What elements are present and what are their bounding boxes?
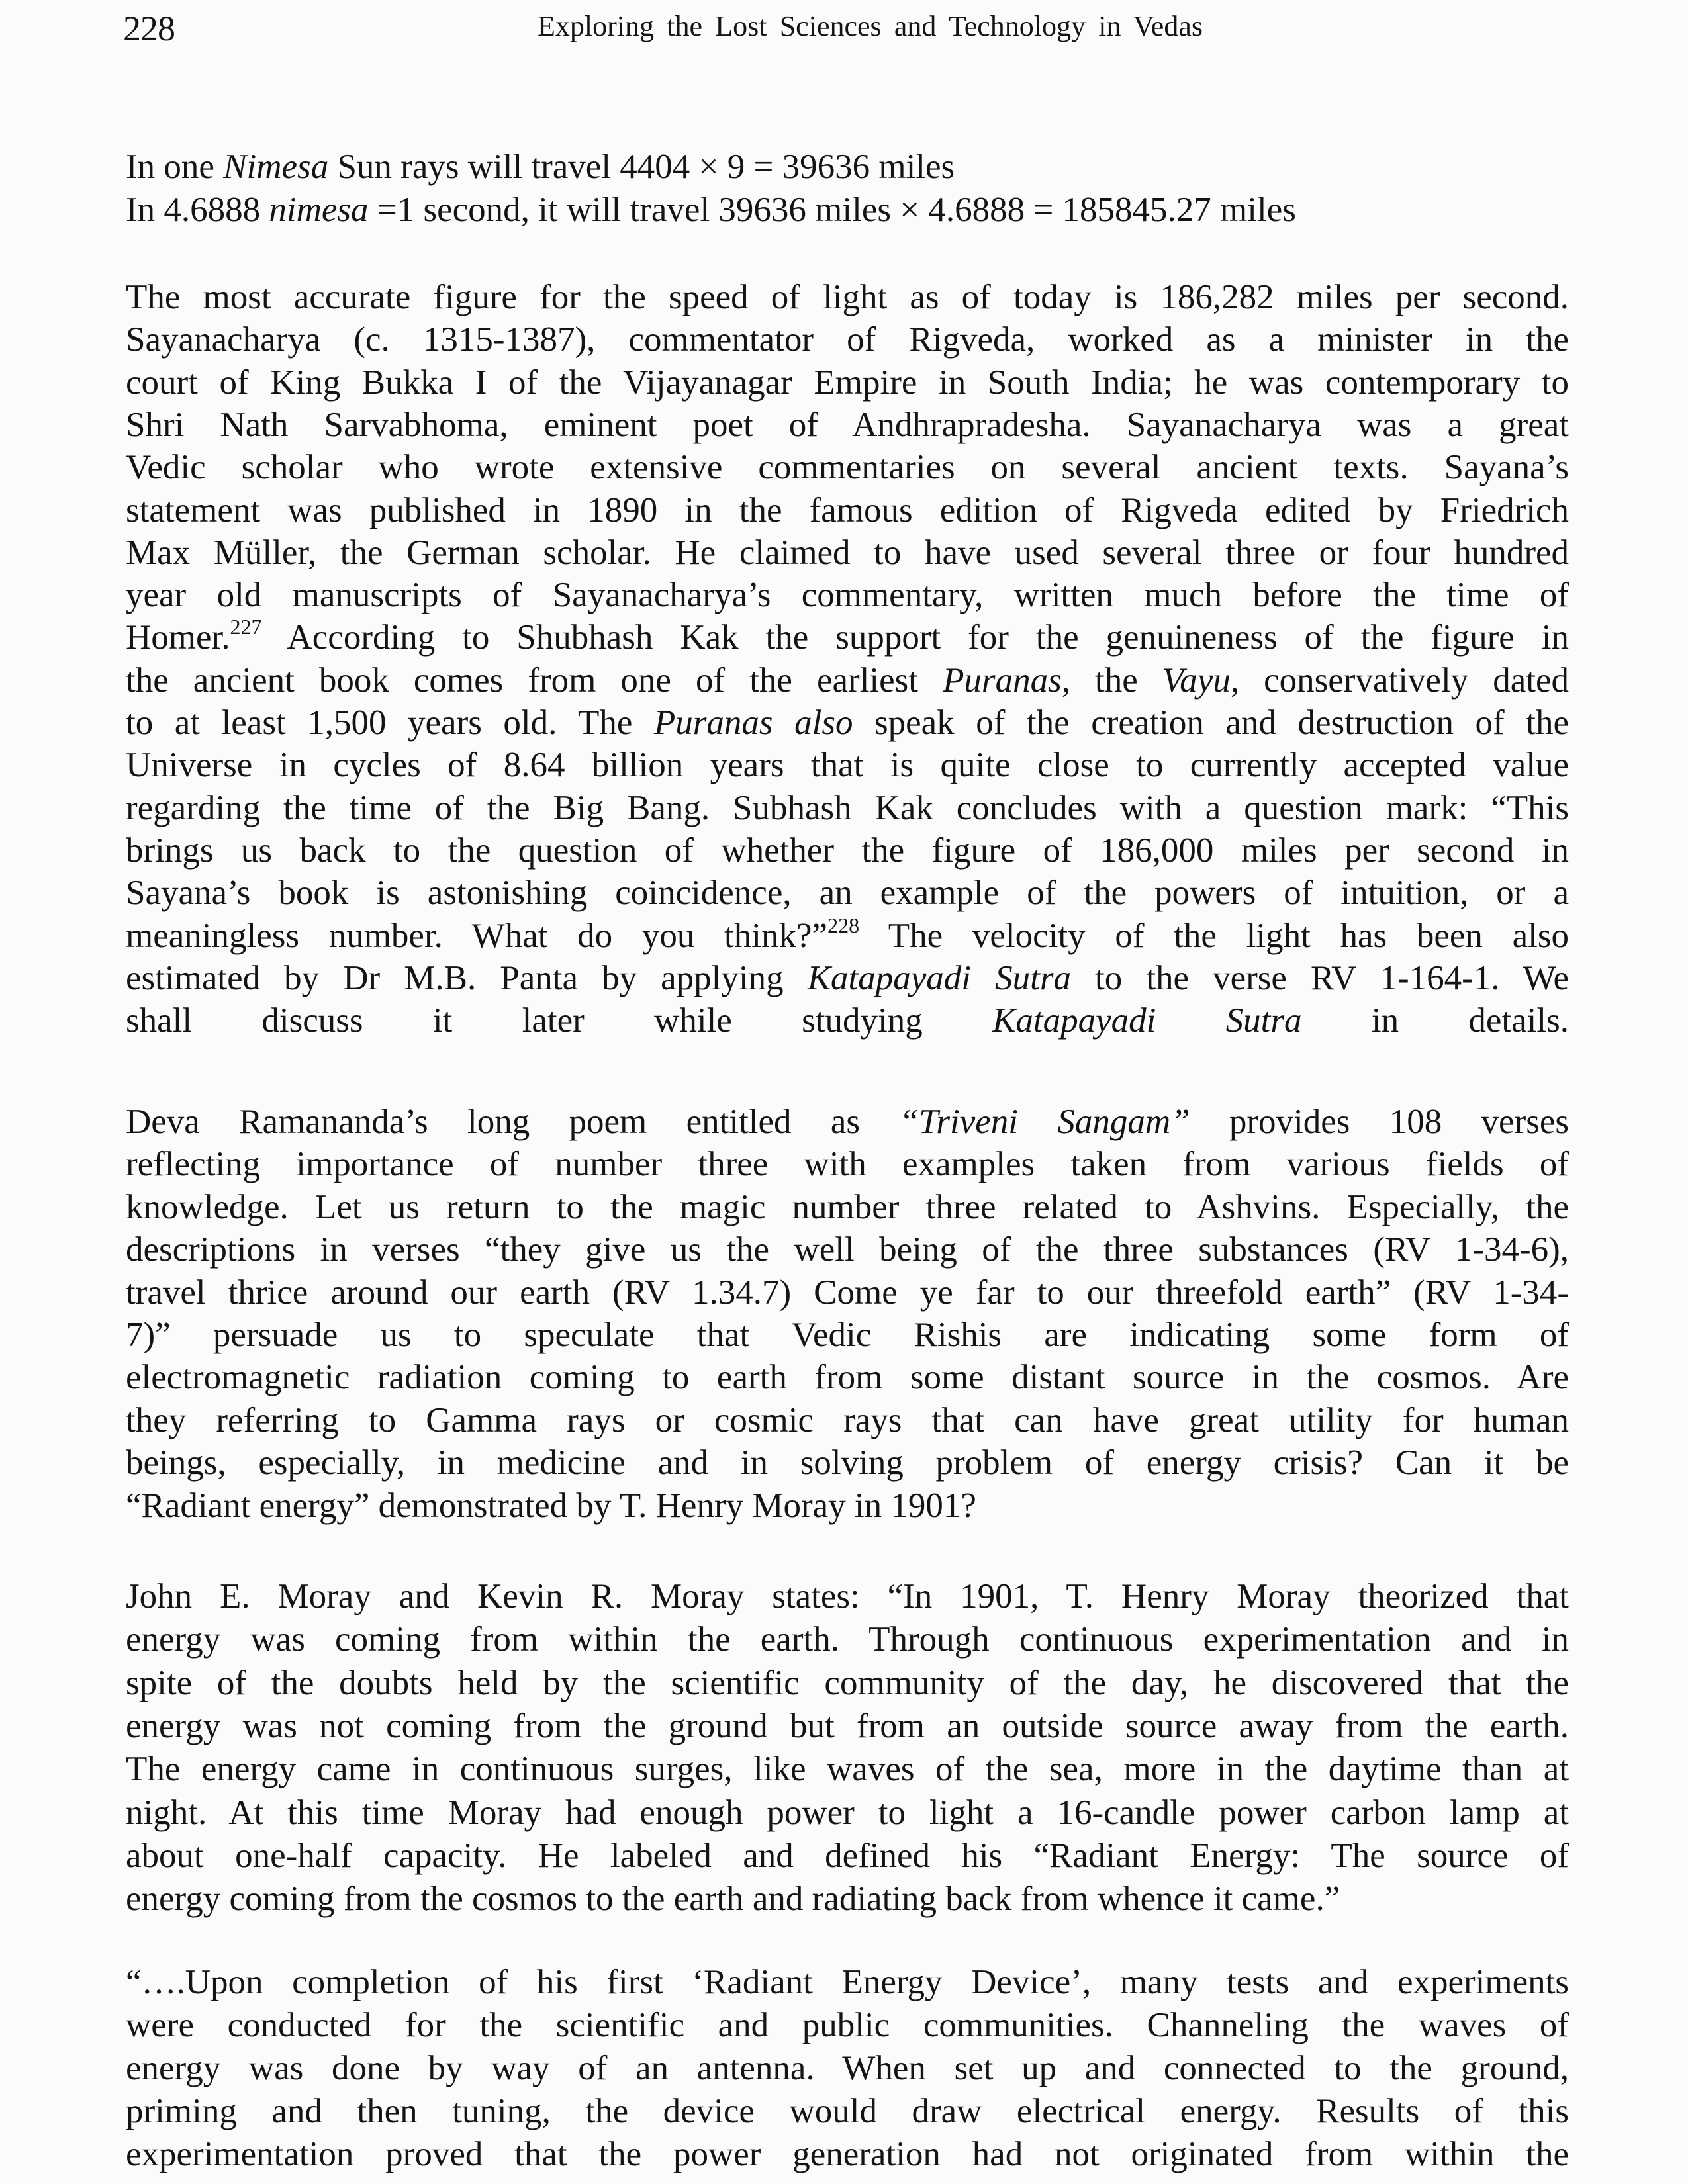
text-run: =1 second, it will travel 39636 miles × 4.6888 = 185845.27 miles: [368, 191, 1296, 229]
page-number: 228: [123, 9, 175, 48]
text-run: , conservatively dated: [1230, 660, 1569, 700]
text-line: [126, 2133, 1569, 2175]
italic-term: Nimesa: [223, 148, 329, 186]
text-run: Vedic scholar who wrote extensive commentaries on several ancient texts. Sayana’s: [126, 448, 1569, 487]
text-run: regarding the time of the Big Bang. Subhash Kak concludes with a question mark: “This: [126, 788, 1569, 827]
italic-term: Puranas also: [653, 704, 853, 742]
text-run: Sayana’s book is astonishing coincidence, an example of the powers of intuition, or a: [126, 874, 1569, 913]
italic-term: Katapayadi Sutra: [992, 1001, 1302, 1040]
text-line: [126, 1618, 1569, 1661]
italic-term: Puranas: [943, 660, 1062, 700]
text-run: speak of the creation and destruction of the: [853, 704, 1569, 742]
text-run: they referring to Gamma rays or cosmic rays that can have great utility for human: [126, 1400, 1569, 1439]
text-run: energy was not coming from the ground but from an outside source away from the earth.: [126, 1706, 1569, 1745]
text-run: statement was published in 1890 in the famous edition of Rigveda edited by Friedrich: [126, 490, 1569, 529]
text-line: [126, 872, 1569, 914]
text-line: [126, 702, 1569, 744]
text-run: The energy came in continuous surges, like waves of the sea, more in the daytime than at: [126, 1750, 1569, 1789]
text-run: , the: [1061, 660, 1162, 700]
text-line: [126, 1314, 1569, 1356]
text-run: energy coming from the cosmos to the earth and radiating back from whence it came.”: [126, 1880, 1340, 1919]
text-run: beings, especially, in medicine and in solving problem of energy crisis? Can it be: [126, 1443, 1569, 1482]
text-run: were conducted for the scientific and public communities. Channeling the waves of: [126, 2006, 1569, 2044]
text-run: electromagnetic radiation coming to earth from some distant source in the cosmos. Are: [126, 1358, 1569, 1397]
text-run: Deva Ramananda’s long poem entitled as: [126, 1103, 900, 1141]
text-run: brings us back to the question of whether the figure of 186,000 miles per second in: [126, 831, 1569, 870]
text-line: [126, 531, 1569, 574]
text-line: [126, 404, 1569, 446]
text-line: [126, 915, 1569, 957]
text-line: [126, 1835, 1569, 1877]
running-header-title: Exploring the Lost Sciences and Technology in Vedas: [538, 10, 1203, 42]
text-run: reflecting importance of number three with examples taken from various fields of: [126, 1145, 1569, 1184]
text-run: in details.: [1301, 1001, 1569, 1040]
text-line: [126, 1792, 1569, 1834]
text-line: [126, 189, 1569, 231]
text-run: meaningless number. What do you think?”: [126, 916, 828, 955]
text-run: “….Upon completion of his first ‘Radiant Energy Device’, many tests and experiments: [126, 1963, 1569, 2001]
text-run: priming and then tuning, the device would draw electrical energy. Results of this: [126, 2092, 1569, 2130]
text-line: [126, 1484, 1569, 1527]
text-run: Universe in cycles of 8.64 billion years that is quite close to currently accepted value: [126, 746, 1569, 785]
text-line: [126, 1662, 1569, 1704]
text-line: [126, 2047, 1569, 2089]
text-line: [126, 489, 1569, 531]
text-line: [126, 1441, 1569, 1484]
text-run: travel thrice around our earth (RV 1.34.7) Come ye far to our threefold earth” (RV 1-34-: [126, 1273, 1569, 1312]
text-line: [126, 2090, 1569, 2132]
text-line: [126, 2004, 1569, 2046]
text-run: 7)” persuade us to speculate that Vedic Rishis are indicating some form of: [126, 1316, 1569, 1354]
text-run: experimentation proved that the power generation had not originated from within the: [126, 2135, 1569, 2173]
text-line: [126, 361, 1569, 404]
text-run: “Radiant energy” demonstrated by T. Henry Moray in 1901?: [126, 1486, 976, 1525]
text-run: Sayanacharya (c. 1315-1387), commentator of Rigveda, worked as a minister in the: [126, 320, 1569, 359]
text-run: to the verse RV 1-164-1. We: [1070, 958, 1569, 997]
text-line: [126, 1878, 1569, 1920]
text-run: the ancient book comes from one of the earliest: [126, 660, 943, 700]
text-line: [126, 1399, 1569, 1441]
text-run: Max Müller, the German scholar. He claimed to have used several three or four hundred: [126, 533, 1569, 572]
text-line: [126, 829, 1569, 872]
text-run: about one-half capacity. He labeled and defined his “Radiant Energy: The source of: [126, 1836, 1569, 1875]
text-run: night. At this time Moray had enough power to light a 16-candle power carbon lamp at: [126, 1793, 1569, 1832]
text-line: [126, 999, 1569, 1042]
text-run: descriptions in verses “they give us the well being of the three substances (RV 1-34-6),: [126, 1230, 1569, 1269]
italic-term: Vayu: [1162, 660, 1231, 700]
text-run: energy was coming from within the earth. Through continuous experimentation and in: [126, 1620, 1569, 1659]
text-line: [126, 1748, 1569, 1790]
text-run: In one: [126, 148, 224, 186]
italic-term: “Triveni Sangam”: [899, 1103, 1190, 1141]
footnote-reference: 227: [230, 615, 262, 639]
italic-term: Katapayadi Sutra: [807, 958, 1071, 997]
text-run: John E. Moray and Kevin R. Moray states: “In 1901, T. Henry Moray theorized that: [126, 1577, 1569, 1615]
text-run: spite of the doubts held by the scientific community of the day, he discovered that the: [126, 1663, 1569, 1702]
text-line: [126, 146, 1569, 188]
text-run: shall discuss it later while studying: [126, 1001, 993, 1040]
text-line: [126, 1143, 1569, 1185]
text-run: Homer.: [126, 618, 230, 657]
text-line: [126, 276, 1569, 318]
text-line: [126, 616, 1569, 659]
text-line: [126, 659, 1569, 702]
italic-term: nimesa: [269, 191, 369, 229]
text-run: The most accurate figure for the speed of light as of today is 186,282 miles per second.: [126, 278, 1569, 316]
text-run: court of King Bukka I of the Vijayanagar Empire in South India; he was contemporary to: [126, 363, 1569, 402]
text-run: to at least 1,500 years old. The: [126, 704, 654, 742]
text-run: energy was done by way of an antenna. When set up and connected to the ground,: [126, 2049, 1569, 2087]
text-run: knowledge. Let us return to the magic number three related to Ashvins. Especially, the: [126, 1187, 1569, 1226]
text-line: [126, 1271, 1569, 1314]
text-run: According to Shubhash Kak the support for the genuineness of the figure in: [261, 618, 1569, 657]
text-line: [126, 1705, 1569, 1747]
text-run: year old manuscripts of Sayanacharya’s commentary, written much before the time of: [126, 576, 1569, 615]
text-line: [126, 574, 1569, 616]
text-run: Sun rays will travel 4404 × 9 = 39636 miles: [328, 148, 955, 186]
text-run: The velocity of the light has been also: [859, 916, 1569, 955]
text-line: [126, 744, 1569, 786]
text-line: [126, 318, 1569, 361]
text-run: estimated by Dr M.B. Panta by applying: [126, 958, 808, 997]
text-line: [126, 1101, 1569, 1143]
text-run: In 4.6888: [126, 191, 269, 229]
text-line: [126, 1961, 1569, 2003]
text-run: provides 108 verses: [1190, 1103, 1570, 1141]
footnote-reference: 228: [827, 913, 860, 937]
text-line: [126, 1228, 1569, 1271]
text-line: [126, 1575, 1569, 1617]
text-line: [126, 957, 1569, 999]
text-line: [126, 446, 1569, 488]
text-run: Shri Nath Sarvabhoma, eminent poet of Andhrapradesha. Sayanacharya was a great: [126, 405, 1569, 444]
text-line: [126, 1356, 1569, 1398]
text-line: [126, 1186, 1569, 1228]
text-line: [126, 787, 1569, 829]
